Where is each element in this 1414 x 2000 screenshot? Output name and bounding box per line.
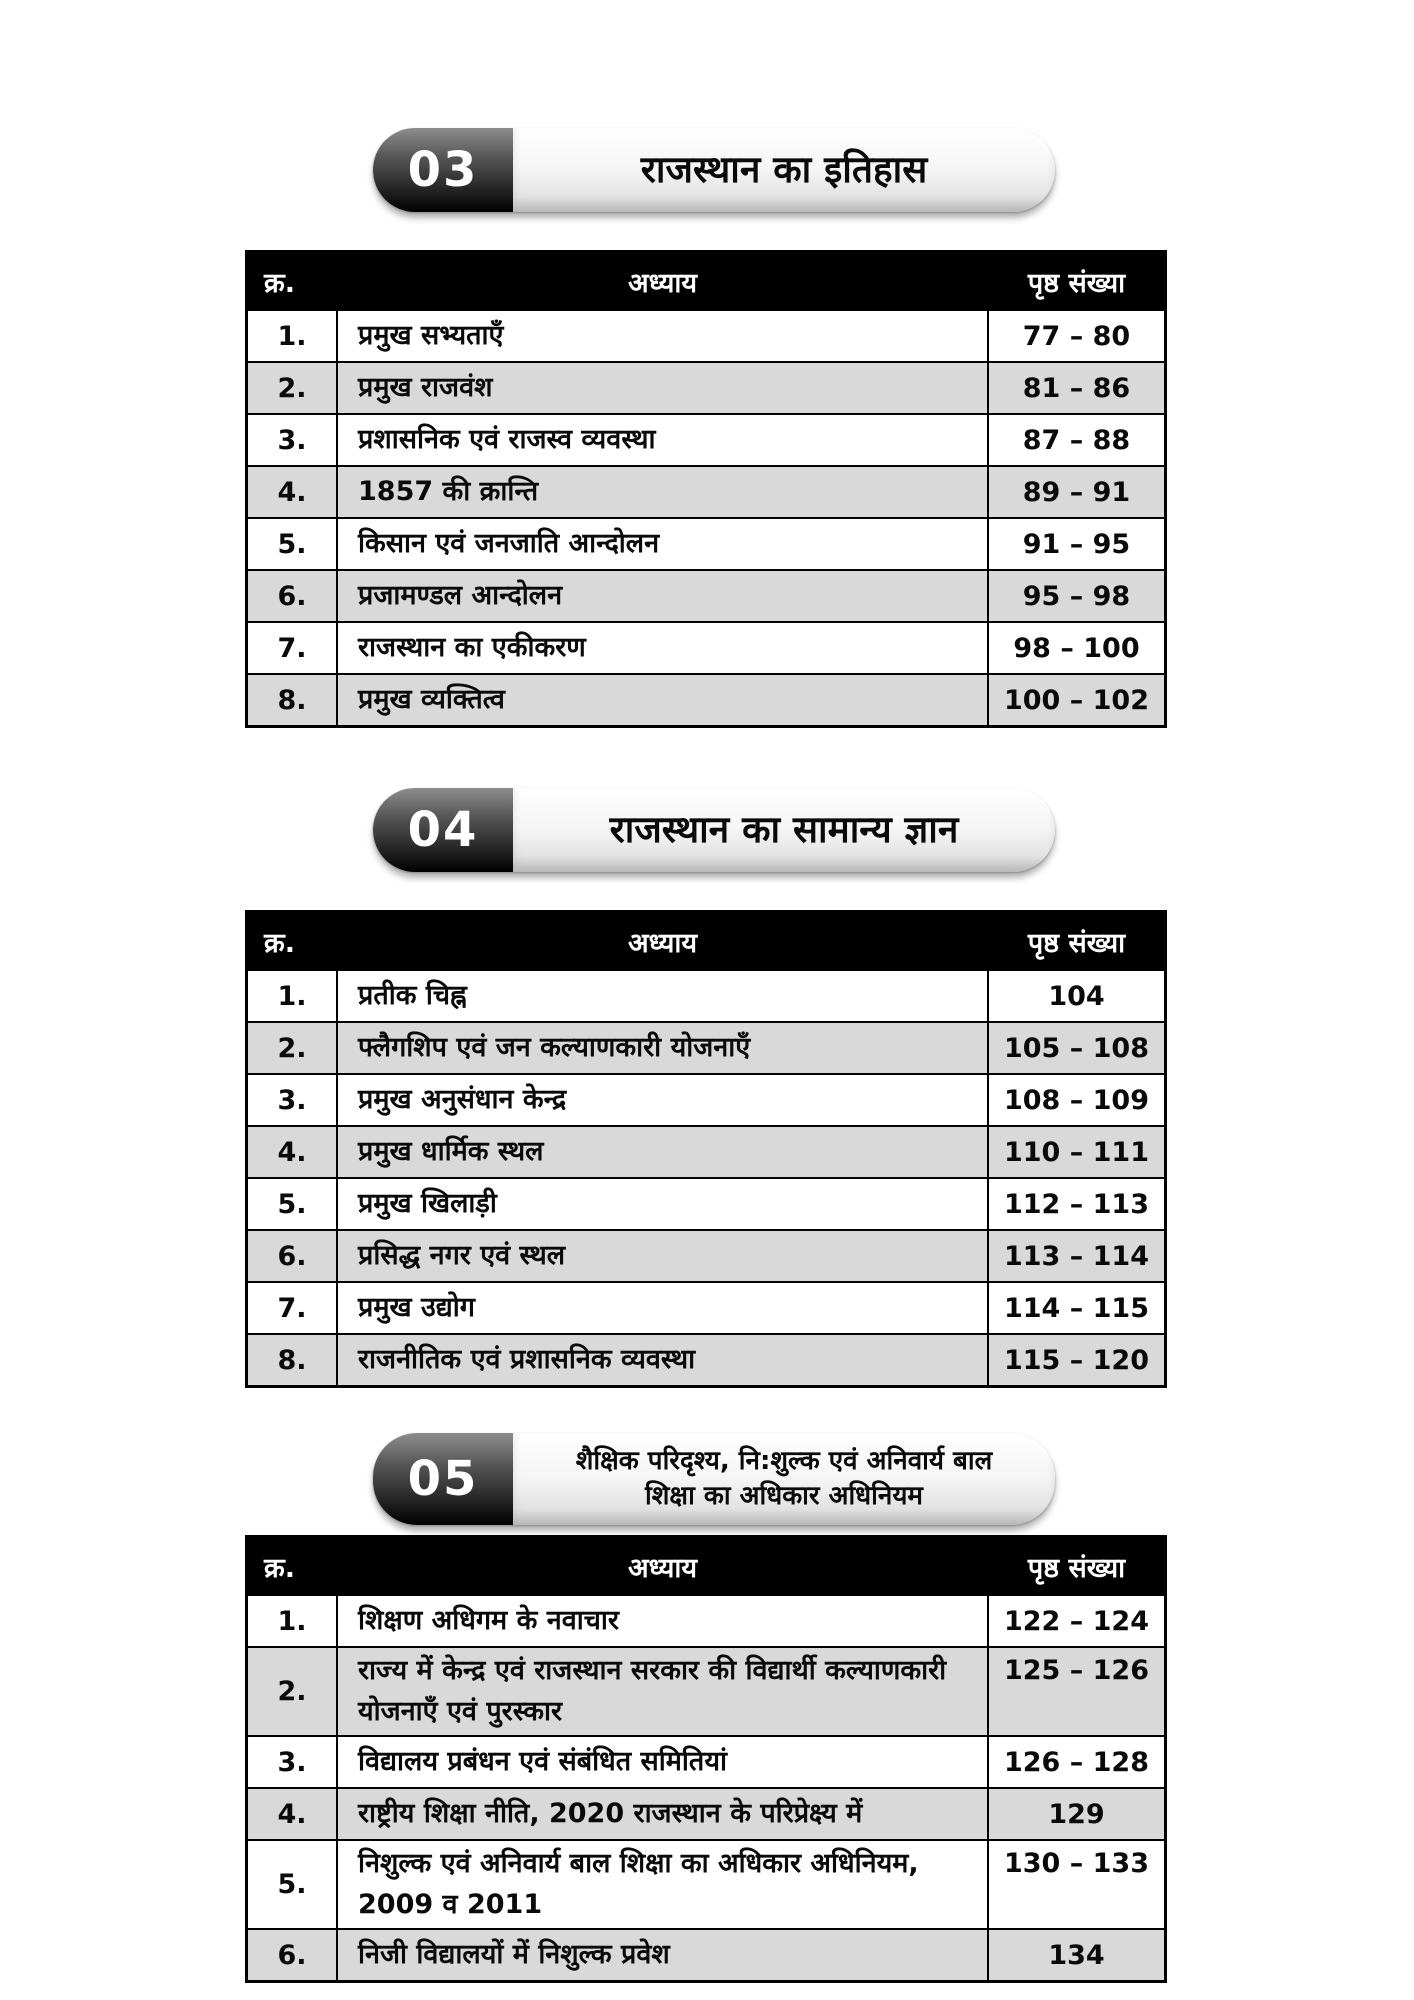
page-range: 126 – 128 [988, 1736, 1166, 1788]
page-range: 104 [988, 970, 1166, 1022]
page-range: 112 – 113 [988, 1178, 1166, 1230]
page-range: 125 – 126 [988, 1647, 1166, 1736]
row-index: 4. [247, 1126, 338, 1178]
column-header-chapter: अध्याय [337, 252, 988, 311]
section-header-03 [373, 128, 1055, 212]
table-header-row [247, 912, 1166, 971]
chapter-number: 04 [407, 802, 479, 858]
row-index: 2. [247, 362, 338, 414]
page-range: 110 – 111 [988, 1126, 1166, 1178]
column-header-pages: पृष्ठ संख्या [988, 912, 1166, 971]
table-row [247, 310, 1166, 362]
row-index: 4. [247, 1788, 338, 1840]
chapter-name: प्रसिद्ध नगर एवं स्थल [337, 1230, 988, 1282]
table-row [247, 674, 1166, 727]
table-row [247, 1736, 1166, 1788]
toc-table-education [245, 1535, 1167, 1983]
chapter-name: प्रमुख व्यक्तित्व [337, 674, 988, 727]
table-row [247, 1595, 1166, 1647]
table-row [247, 466, 1166, 518]
chapter-name: विद्यालय प्रबंधन एवं संबंधित समितियां [337, 1736, 988, 1788]
row-index: 5. [247, 1840, 338, 1929]
page-range: 115 – 120 [988, 1334, 1166, 1387]
toc-table-history [245, 250, 1167, 728]
column-header-pages: पृष्ठ संख्या [988, 252, 1166, 311]
table-row [247, 970, 1166, 1022]
page-range: 114 – 115 [988, 1282, 1166, 1334]
table-row [247, 362, 1166, 414]
chapter-name: प्रमुख धार्मिक स्थल [337, 1126, 988, 1178]
table-row [247, 1022, 1166, 1074]
page-range: 89 – 91 [988, 466, 1166, 518]
chapter-name: शिक्षण अधिगम के नवाचार [337, 1595, 988, 1647]
page-range: 129 [988, 1788, 1166, 1840]
chapter-name: राष्ट्रीय शिक्षा नीति, 2020 राजस्थान के परिप्रेक्ष्य में [337, 1788, 988, 1840]
row-index: 6. [247, 1929, 338, 1982]
row-index: 3. [247, 1736, 338, 1788]
row-index: 2. [247, 1022, 338, 1074]
table-row [247, 1647, 1166, 1736]
section-title: राजस्थान का इतिहास [640, 147, 928, 191]
section-header-04 [373, 788, 1055, 872]
row-index: 8. [247, 674, 338, 727]
column-header-index: क्र. [247, 912, 338, 971]
section-title-line-2: शिक्षा का अधिकार अधिनियम [645, 1481, 923, 1511]
page-range: 87 – 88 [988, 414, 1166, 466]
chapter-name: प्रशासनिक एवं राजस्व व्यवस्था [337, 414, 988, 466]
chapter-name: प्रमुख सभ्यताएँ [337, 310, 988, 362]
page-range: 134 [988, 1929, 1166, 1982]
row-index: 2. [247, 1647, 338, 1736]
section-title-bar [513, 1433, 1055, 1525]
section-title-bar [513, 788, 1055, 872]
row-index: 3. [247, 1074, 338, 1126]
table-row [247, 1126, 1166, 1178]
section-header-05 [373, 1433, 1055, 1525]
page-range: 113 – 114 [988, 1230, 1166, 1282]
table-row [247, 622, 1166, 674]
page-range: 100 – 102 [988, 674, 1166, 727]
page-range: 81 – 86 [988, 362, 1166, 414]
row-index: 3. [247, 414, 338, 466]
toc-table-general-knowledge [245, 910, 1167, 1388]
chapter-name: प्रमुख राजवंश [337, 362, 988, 414]
chapter-name: 1857 की क्रान्ति [337, 466, 988, 518]
row-index: 7. [247, 1282, 338, 1334]
column-header-pages: पृष्ठ संख्या [988, 1537, 1166, 1596]
column-header-chapter: अध्याय [337, 912, 988, 971]
table-row [247, 1074, 1166, 1126]
page-range: 98 – 100 [988, 622, 1166, 674]
column-header-chapter: अध्याय [337, 1537, 988, 1596]
table-header-row [247, 1537, 1166, 1596]
chapter-name: किसान एवं जनजाति आन्दोलन [337, 518, 988, 570]
row-index: 7. [247, 622, 338, 674]
chapter-name: प्रमुख खिलाड़ी [337, 1178, 988, 1230]
table-row [247, 1230, 1166, 1282]
table-row [247, 1178, 1166, 1230]
chapter-name: प्रमुख अनुसंधान केन्द्र [337, 1074, 988, 1126]
table-row [247, 570, 1166, 622]
row-index: 1. [247, 1595, 338, 1647]
column-header-index: क्र. [247, 252, 338, 311]
section-title-line-1: शैक्षिक परिदृश्य, नि:शुल्क एवं अनिवार्य बाल [575, 1445, 993, 1476]
table-row [247, 1929, 1166, 1982]
column-header-index: क्र. [247, 1537, 338, 1596]
page-range: 108 – 109 [988, 1074, 1166, 1126]
chapter-name: प्रमुख उद्योग [337, 1282, 988, 1334]
section-title-bar [513, 128, 1055, 212]
page-range: 130 – 133 [988, 1840, 1166, 1929]
page-range: 77 – 80 [988, 310, 1166, 362]
chapter-number: 05 [407, 1451, 479, 1507]
page-range: 91 – 95 [988, 518, 1166, 570]
table-row [247, 1282, 1166, 1334]
row-index: 5. [247, 1178, 338, 1230]
table-header-row [247, 252, 1166, 311]
chapter-name: राजनीतिक एवं प्रशासनिक व्यवस्था [337, 1334, 988, 1387]
chapter-number-badge [373, 128, 513, 212]
chapter-name: प्रजामण्डल आन्दोलन [337, 570, 988, 622]
chapter-name: राज्य में केन्द्र एवं राजस्थान सरकार की विद्यार्थी कल्याणकारी योजनाएँ एवं पुरस्कार [337, 1647, 988, 1736]
section-title: राजस्थान का सामान्य ज्ञान [609, 807, 959, 851]
chapter-name: राजस्थान का एकीकरण [337, 622, 988, 674]
page-range: 95 – 98 [988, 570, 1166, 622]
chapter-name: निजी विद्यालयों में निशुल्क प्रवेश [337, 1929, 988, 1982]
chapter-name: निशुल्क एवं अनिवार्य बाल शिक्षा का अधिकार अधिनियम, 2009 व 2011 [337, 1840, 988, 1929]
table-row [247, 1840, 1166, 1929]
row-index: 6. [247, 1230, 338, 1282]
row-index: 6. [247, 570, 338, 622]
row-index: 1. [247, 310, 338, 362]
chapter-number-badge [373, 788, 513, 872]
chapter-number: 03 [407, 142, 479, 198]
chapter-name: फ्लैगशिप एवं जन कल्याणकारी योजनाएँ [337, 1022, 988, 1074]
row-index: 5. [247, 518, 338, 570]
page-range: 122 – 124 [988, 1595, 1166, 1647]
row-index: 4. [247, 466, 338, 518]
table-row [247, 1334, 1166, 1387]
table-row [247, 518, 1166, 570]
table-row [247, 1788, 1166, 1840]
row-index: 8. [247, 1334, 338, 1387]
chapter-name: प्रतीक चिह्न [337, 970, 988, 1022]
chapter-number-badge [373, 1433, 513, 1525]
table-row [247, 414, 1166, 466]
page-range: 105 – 108 [988, 1022, 1166, 1074]
row-index: 1. [247, 970, 338, 1022]
